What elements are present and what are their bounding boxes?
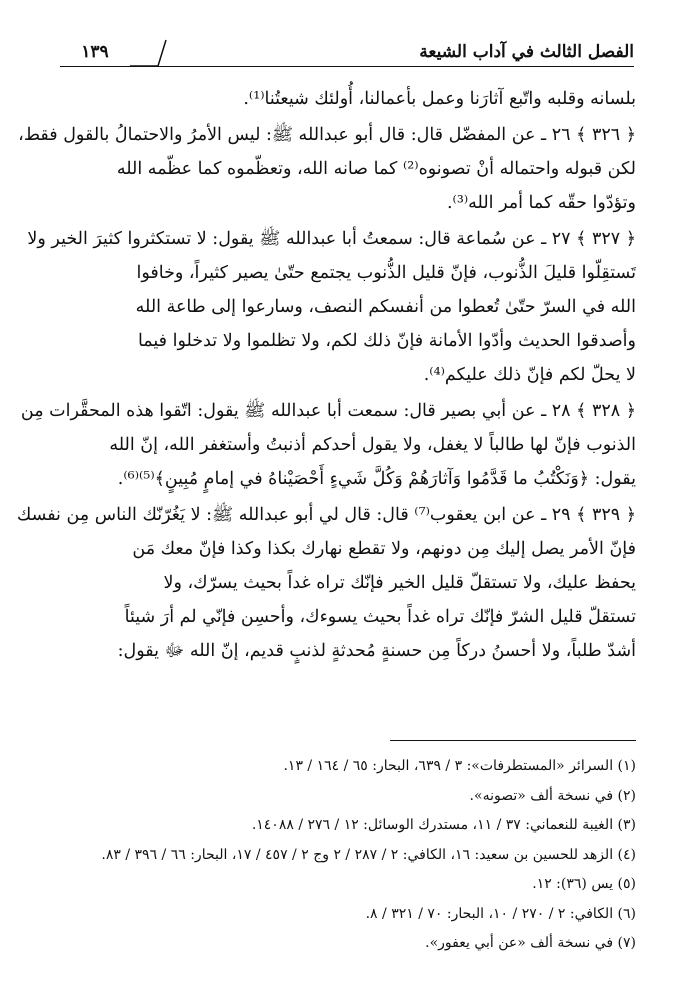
text-line: تستقلّ قليل الشرّ فإنّك تراه غداً بحيث يسوءك، وأحسِن فإنّي لم أرَ شيئاً	[124, 607, 636, 627]
footnote-3: (٣) الغيبة للنعماني: ٣٧ / ١١، مستدرك الوسائل: ١٢ / ٢٧٦ / ١٤٠٨٨.	[251, 817, 636, 833]
page-number: ١٣٩	[81, 42, 109, 62]
chapter-title: الفصل الثالث في آداب الشيعة	[419, 42, 634, 62]
text-line: وأصدقوا الحديث وأدّوا الأمانة فإنّ ذلك لكم، ولا تظلموا ولا تدخلوا فيما	[137, 331, 636, 351]
footnote-separator	[390, 740, 636, 741]
text-line: ﴿ ٣٢٧ ﴾ ٢٧ ـ عن سُماعة قال: سمعتُ أبا عبدالله ﷺ يقول: لا تستكثروا كثيرَ الخير ولا	[27, 229, 636, 249]
hadith-328	[20, 394, 636, 496]
text-line: بلسانه وقلبه واتّبع آثارَنا وعمل بأعمالنا، أُولئك شيعتُنا⁽¹⁾.	[243, 89, 636, 109]
text-line: لكن قبوله واحتماله أنْ تصونوه⁽²⁾ كما صانه الله، وتعظّموه كما عظّمه الله	[116, 159, 636, 179]
hadith-327	[27, 222, 636, 392]
text-line: ﴿ ٣٢٨ ﴾ ٢٨ ـ عن أبي بصير قال: سمعت أبا عبدالله ﷺ يقول: اتّقوا هذه المحقَّرات مِن	[20, 401, 636, 421]
text-line: ﴿ ٣٢٩ ﴾ ٢٩ ـ عن ابن يعقوب⁽⁷⁾ قال: قال لي أبو عبدالله ﷺ: لا يَغُرّنّك الناس مِن نفسك	[16, 505, 636, 525]
footnote-1: (١) السرائر «المستطرفات»: ٣ / ٦٣٩، البحار: ٦٥ / ١٦٤ / ١٣.	[283, 758, 636, 774]
header-ornament	[130, 40, 166, 67]
footnotes	[58, 752, 636, 959]
text-line: ﴿ ٣٢٦ ﴾ ٢٦ ـ عن المفضّل قال: قال أبو عبدالله ﷺ: ليس الأمرُ والاحتمالُ بالقول فقط،	[18, 125, 636, 145]
text-line: أشدّ طلباً، ولا أحسنُ دركاً مِن حسنةٍ مُحدثةٍ لذنبٍ قديم، إنّ الله ﷻ يقول:	[117, 641, 636, 661]
hadith-326	[18, 118, 636, 220]
footnote-4: (٤) الزهد للحسين بن سعيد: ١٦، الكافي: ٢ / ٢٨٧ / ٢ وج ٢ / ٤٥٧ / ١٧، البحار: ٦٦ / ٣٩٦ / ٨٣.	[101, 846, 636, 863]
hadith-329	[16, 498, 636, 668]
footnote-5: (٥) يس (٣٦): ١٢.	[532, 876, 636, 892]
footnote-7: (٧) في نسخة ألف «عن أبي يعفور».	[425, 935, 636, 951]
text-line: وتؤدّوا حقّه كما أمر الله⁽³⁾.	[446, 193, 636, 213]
text-line: الذنوب فإنّ لها طالباً لا يغفل، ولا يقول أحدكم أذنبتُ وأستغفر الله، إنّ الله	[109, 435, 636, 455]
text-line: تَستقِلّوا قليلَ الذُّنوب، فإنّ قليل الذُّنوب يجتمع حتّىٰ يصير كثيراً، وخافوا	[136, 263, 636, 283]
text-line: يحفظ عليك، ولا تستقلّ قليل الخير فإنّك تراه غداً بحيث يسرّك، ولا	[163, 573, 636, 593]
text-line: الله في السرّ حتّىٰ تُعطوا من أنفسكم النصف، وسارعوا إلى طاعة الله	[135, 297, 636, 317]
paragraph-continuation	[58, 82, 636, 116]
text-line: فإنّ الأمر يصل إليك مِن دونهم، ولا تقطع نهارك بكذا وكذا فإنّ معك مَن	[132, 539, 636, 559]
main-text	[16, 82, 636, 670]
footnote-6: (٦) الكافي: ٢ / ٢٧٠ / ١٠، البحار: ٧٠ / ٣٢١ / ٨.	[365, 905, 636, 922]
text-line: لا يحلّ لكم فإنّ ذلك عليكم⁽⁴⁾.	[423, 365, 636, 385]
footnote-2: (٢) في نسخة ألف «تصونه».	[469, 787, 636, 804]
text-line: يقول: ﴿وَنَكْتُبُ ما قَدَّمُوا وَآثارَهُمْ وَكُلَّ شَيءٍ أَحْصَيْناهُ في إمامٍ مُبِينٍ﴾⁽⁵⁾⁽⁶⁾.	[117, 469, 636, 489]
running-header	[60, 38, 634, 72]
